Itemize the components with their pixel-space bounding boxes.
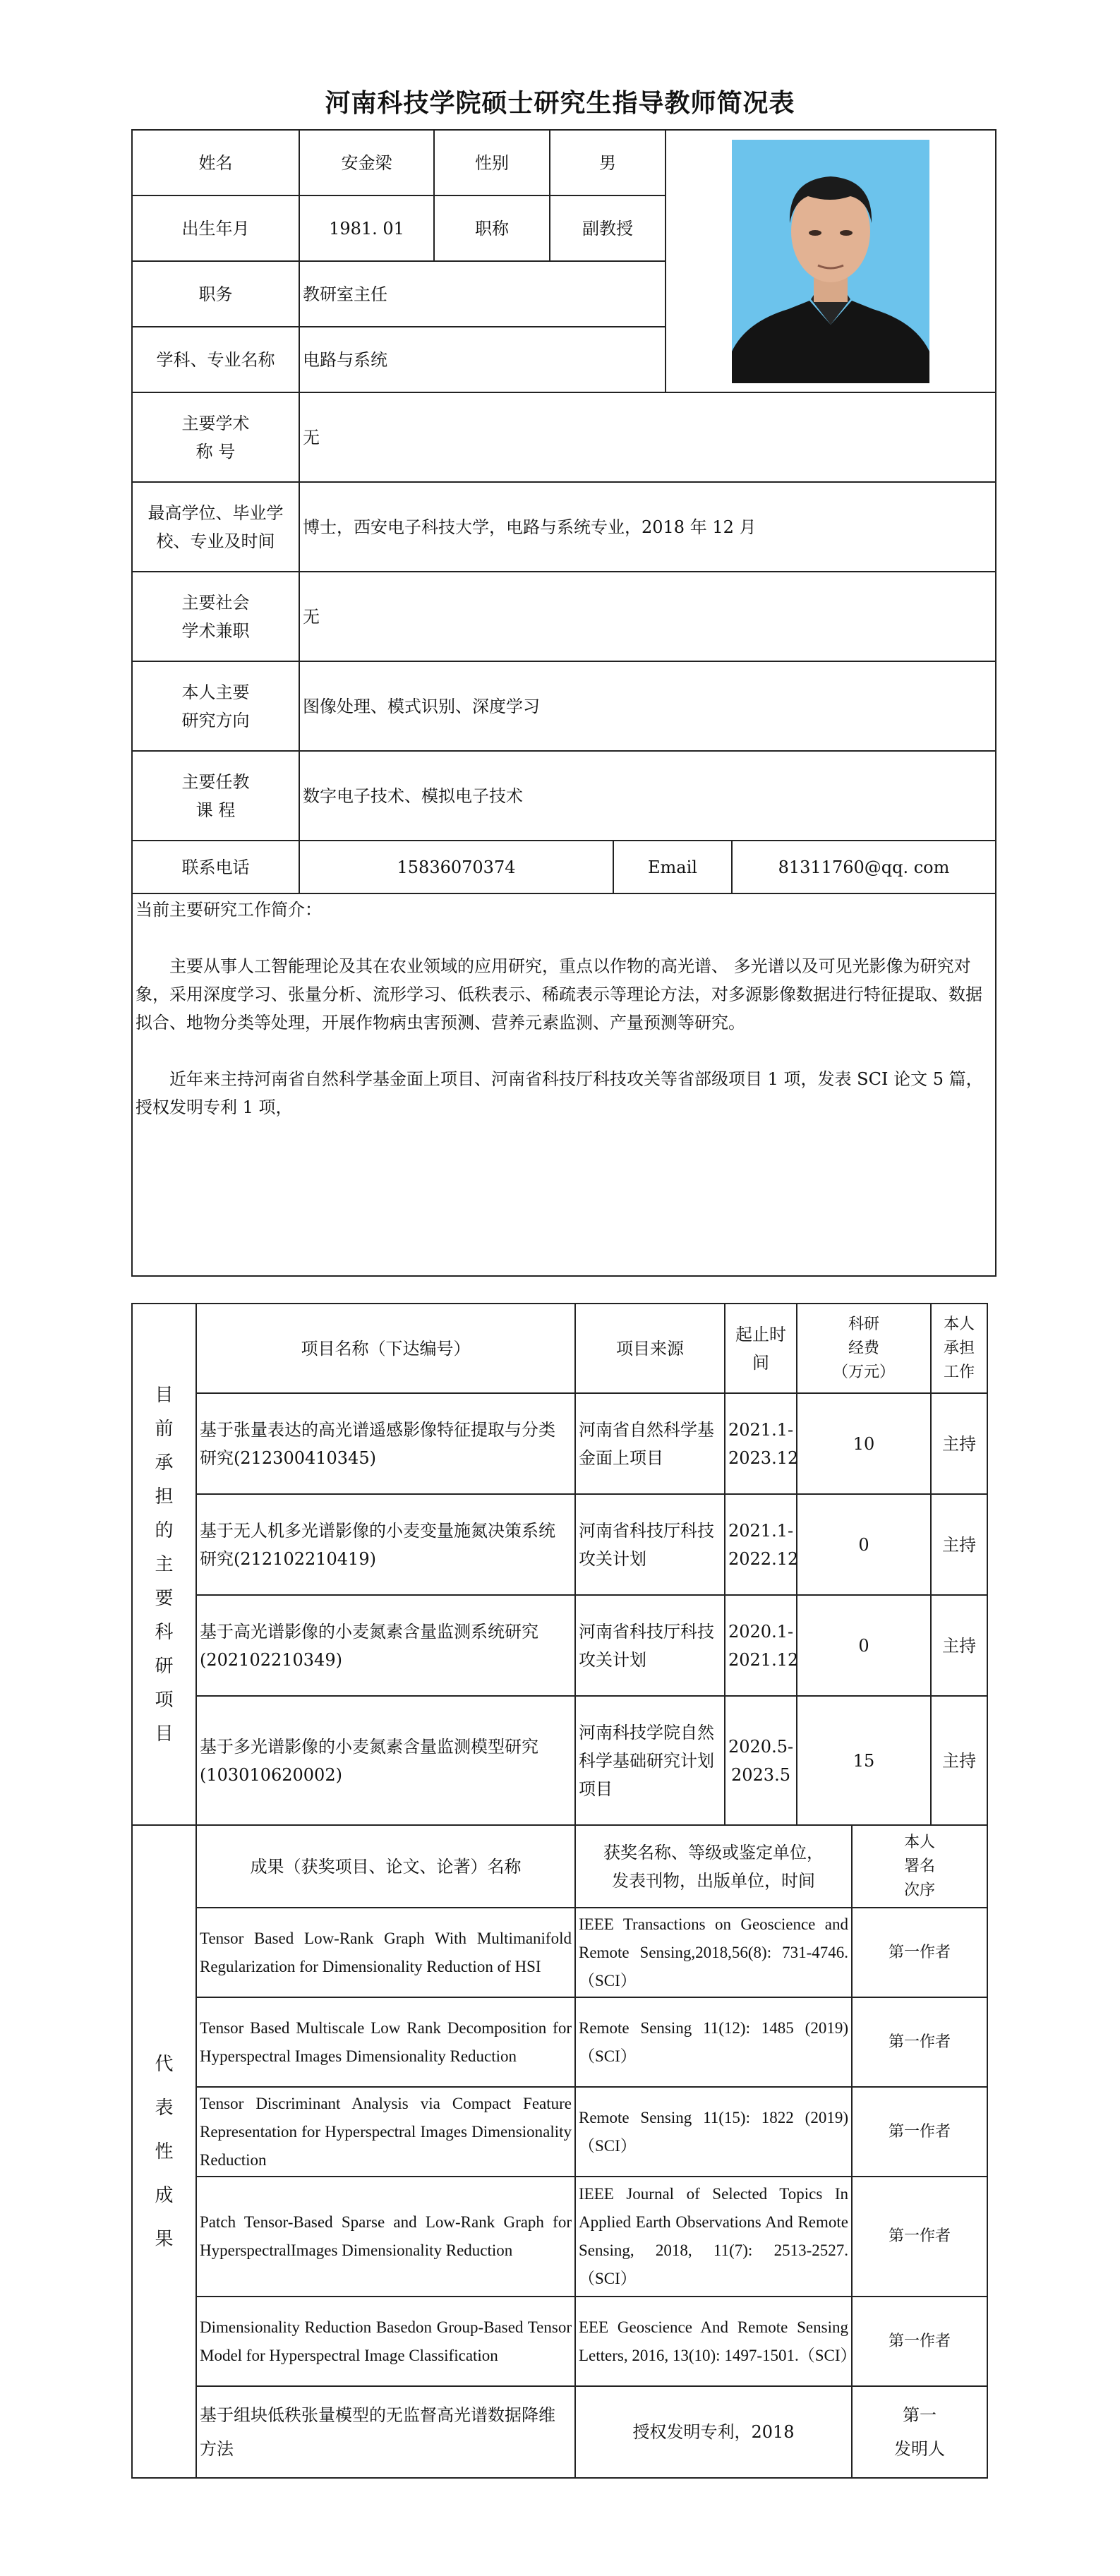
achievement-name: Patch Tensor-Based Sparse and Low-Rank Graph for HyperspectralImages Dimensionality Reduction	[196, 2177, 575, 2297]
achievement-order-header: 本人 署名 次序	[852, 1825, 987, 1908]
project-role: 主持	[931, 1494, 987, 1595]
achievement-venue: IEEE Transactions on Geoscience and Remote Sensing,2018,56(8): 731-4746.（SCI）	[575, 1908, 852, 1997]
achievement-venue-header: 获奖名称、等级或鉴定单位， 发表刊物，出版单位，时间	[575, 1825, 852, 1908]
project-time-header: 起止时间	[725, 1304, 797, 1393]
achievement-order: 第一作者	[852, 1997, 987, 2087]
name-label: 姓名	[132, 130, 299, 195]
achievement-name: Dimensionality Reduction Basedon Group-Based Tensor Model for Hyperspectral Image Classification	[196, 2297, 575, 2386]
intro-paragraph-1: 主要从事人工智能理论及其在农业领域的应用研究，重点以作物的高光谱、 多光谱以及可见光影像为研究对象，采用深度学习、张量分析、流形学习、低秩表示、稀疏表示等理论方法，对多源影像数据进行特征提取、数据拟合、地物分类等处理，开展作物病虫害预测、营养元素监测、产量预测等研究。	[136, 956, 982, 1033]
project-source: 河南科技学院自然科学基础研究计划项目	[575, 1696, 725, 1825]
project-name-header: 项目名称（下达编号）	[196, 1304, 575, 1393]
project-name: 基于高光谱影像的小麦氮素含量监测系统研究(202102210349)	[196, 1595, 575, 1696]
project-time: 2021.1- 2022.12	[725, 1494, 797, 1595]
phone-label: 联系电话	[132, 841, 299, 893]
project-name: 基于无人机多光谱影像的小麦变量施氮决策系统研究(212102210419)	[196, 1494, 575, 1595]
duty-label: 职务	[132, 261, 299, 327]
patent-order: 第一 发明人	[852, 2386, 987, 2478]
major-value: 电路与系统	[299, 327, 666, 392]
achievement-name: Tensor Based Low-Rank Graph With Multimanifold Regularization for Dimensionality Reduction of HSI	[196, 1908, 575, 1997]
project-time: 2020.5- 2023.5	[725, 1696, 797, 1825]
intro-paragraph-2: 近年来主持河南省自然科学基金面上项目、河南省科技厅科技攻关等省部级项目 1 项，发表 SCI 论文 5 篇，授权发明专利 1 项，	[136, 1069, 983, 1117]
project-source: 河南省科技厅科技攻关计划	[575, 1595, 725, 1696]
social-value: 无	[299, 572, 996, 661]
page-title: 河南科技学院硕士研究生指导教师简况表	[325, 89, 795, 118]
photo-cell	[666, 130, 996, 392]
projects-side-label: 目 前 承 担 的 主 要 科 研 项 目	[132, 1304, 196, 1825]
rank-label: 职称	[434, 195, 550, 261]
achievement-venue: Remote Sensing 11(12): 1485 (2019)（SCI）	[575, 1997, 852, 2087]
gender-label: 性别	[434, 130, 550, 195]
achievement-name: Tensor Based Multiscale Low Rank Decomposition for Hyperspectral Images Dimensionality Reduction	[196, 1997, 575, 2087]
gender-value: 男	[550, 130, 666, 195]
project-fund: 15	[797, 1696, 931, 1825]
achievement-order: 第一作者	[852, 2087, 987, 2177]
intro-heading: 当前主要研究工作简介：	[136, 900, 322, 920]
projects-table	[131, 1303, 988, 2479]
patent-name: 基于组块低秩张量模型的无监督高光谱数据降维方法	[196, 2386, 575, 2478]
project-name: 基于多光谱影像的小麦氮素含量监测模型研究(103010620002)	[196, 1696, 575, 1825]
social-label: 主要社会 学术兼职	[132, 572, 299, 661]
portrait-photo	[732, 140, 929, 383]
project-source: 河南省自然科学基金面上项目	[575, 1393, 725, 1494]
birth-value: 1981. 01	[299, 195, 434, 261]
degree-label: 最高学位、毕业学 校、专业及时间	[132, 482, 299, 572]
achievement-name: Tensor Discriminant Analysis via Compact Feature Representation for Hyperspectral Images Dimensionality Reduction	[196, 2087, 575, 2177]
research-intro	[132, 893, 996, 1276]
academic-title-value: 无	[299, 392, 996, 482]
email-label: Email	[613, 841, 732, 893]
project-fund: 10	[797, 1393, 931, 1494]
research-label: 本人主要 研究方向	[132, 661, 299, 751]
research-value: 图像处理、模式识别、深度学习	[299, 661, 996, 751]
achievement-order: 第一作者	[852, 2177, 987, 2297]
email-value: 81311760@qq. com	[732, 841, 996, 893]
project-time: 2020.1- 2021.12	[725, 1595, 797, 1696]
duty-value: 教研室主任	[299, 261, 666, 327]
achievement-venue: IEEE Journal of Selected Topics In Applied Earth Observations And Remote Sensing, 2018, 11(7): 2513-2527. （SCI）	[575, 2177, 852, 2297]
achievements-side-label: 代 表 性 成 果	[132, 1825, 196, 2478]
rank-value: 副教授	[550, 195, 666, 261]
project-fund: 0	[797, 1494, 931, 1595]
project-fund-header: 科研 经费 （万元）	[797, 1304, 931, 1393]
major-label: 学科、专业名称	[132, 327, 299, 392]
project-fund: 0	[797, 1595, 931, 1696]
achievement-venue: EEE Geoscience And Remote Sensing Letters, 2016, 13(10): 1497-1501.（SCI）	[575, 2297, 852, 2386]
project-role: 主持	[931, 1595, 987, 1696]
patent-venue: 授权发明专利，2018	[575, 2386, 852, 2478]
project-name: 基于张量表达的高光谱遥感影像特征提取与分类研究(212300410345)	[196, 1393, 575, 1494]
project-time: 2021.1- 2023.12	[725, 1393, 797, 1494]
course-value: 数字电子技术、模拟电子技术	[299, 751, 996, 841]
project-role: 主持	[931, 1393, 987, 1494]
name-value: 安金梁	[299, 130, 434, 195]
achievement-venue: Remote Sensing 11(15): 1822 (2019)（SCI）	[575, 2087, 852, 2177]
project-source-header: 项目来源	[575, 1304, 725, 1393]
degree-value: 博士，西安电子科技大学，电路与系统专业，2018 年 12 月	[299, 482, 996, 572]
achievement-order: 第一作者	[852, 2297, 987, 2386]
achievement-name-header: 成果（获奖项目、论文、论著）名称	[196, 1825, 575, 1908]
project-source: 河南省科技厅科技攻关计划	[575, 1494, 725, 1595]
project-role: 主持	[931, 1696, 987, 1825]
academic-title-label: 主要学术 称 号	[132, 392, 299, 482]
birth-label: 出生年月	[132, 195, 299, 261]
phone-value: 15836070374	[299, 841, 613, 893]
info-table	[131, 129, 996, 1277]
project-role-header: 本人 承担 工作	[931, 1304, 987, 1393]
achievement-order: 第一作者	[852, 1908, 987, 1997]
course-label: 主要任教 课 程	[132, 751, 299, 841]
